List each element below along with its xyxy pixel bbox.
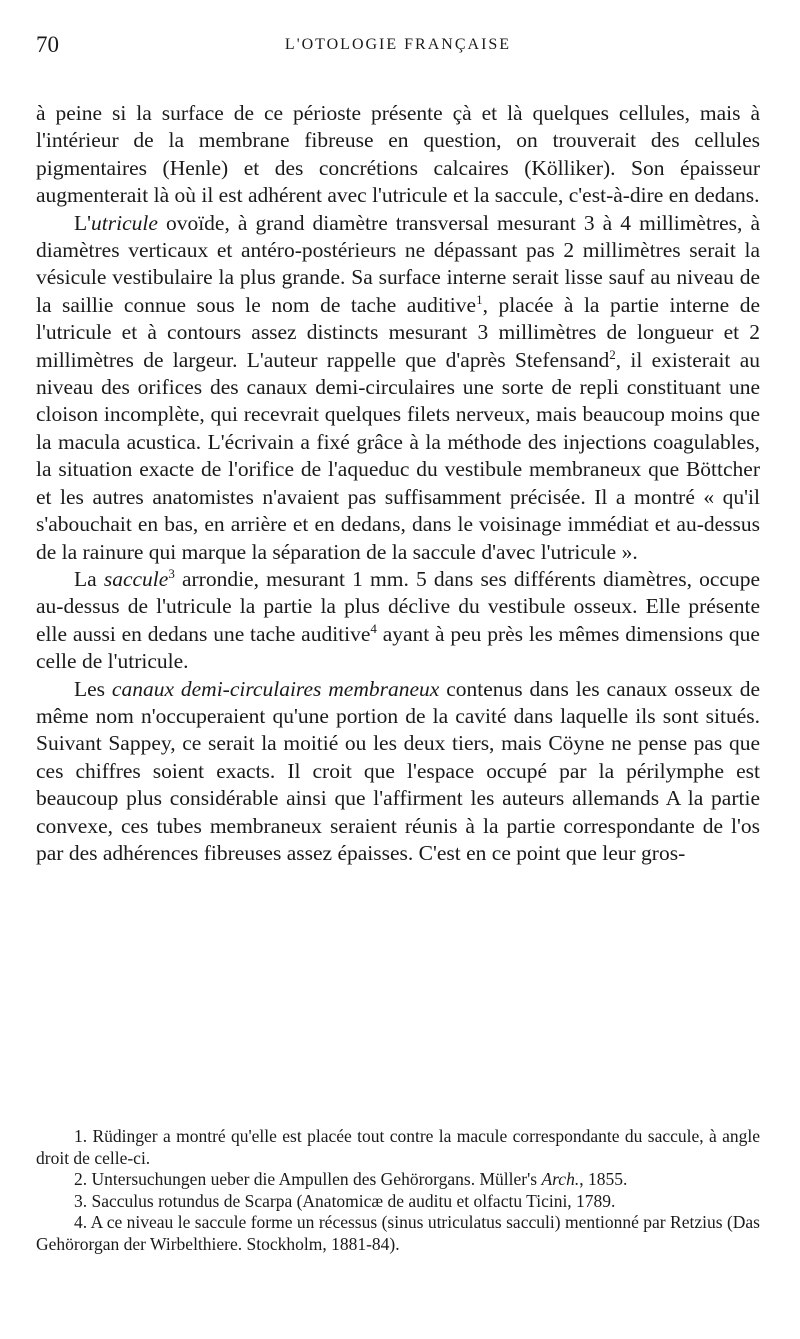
paragraph-3-text-b: ayant à peu près les mêmes dimensions que celle de l'utricule. [36, 621, 760, 674]
footnote-ref-2: 2 [609, 346, 616, 362]
paragraph-1 [36, 100, 760, 210]
footnote-4: 4. A ce niveau le saccule forme un récessus (sinus utriculatus sacculi) mentionné par Retzius (Das Gehörorgan der Wirbelthiere. Stockholm, 1881-84). [36, 1212, 760, 1254]
footnote-ref-3: 3 [168, 565, 175, 581]
footnote-2 [36, 1169, 760, 1191]
paragraph-4-text: contenus dans les canaux osseux de même nom n'occuperaient qu'une portion de la cavité dans laquelle ils sont situés. Suivant Sappey, ce serait la moitié ou les deux tiers, mais Cöyne ne pense pas que ces chiffres soient exacts. Il croit que l'espace occupé par la périlymphe est beaucoup plus considérable ainsi que l'affirment les auteurs allemands A la partie convexe, ces tubes membraneux seraient réunis à la partie correspondante de l'os par des adhérences fibreuses assez épaisses. C'est en ce point que leur gros- [36, 676, 761, 865]
term-canaux: canaux demi-circulaires membraneux [111, 676, 440, 701]
footnote-2-journal: Arch. [541, 1169, 580, 1189]
footnote-2-text-b: , 1855. [579, 1169, 628, 1189]
page-number: 70 [36, 32, 59, 57]
paragraph-2-lead: L' [74, 210, 92, 235]
paragraph-3-text-a: arrondie, mesurant 1 mm. 5 dans ses différents diamètres, occupe au-dessus de l'utricule la partie la plus déclive du vestibule osseux. Elle présente elle aussi en dedans une tache auditive [36, 566, 760, 646]
paragraph-1-text: à peine si la surface de ce périoste présente çà et là quelques cellules, mais à l'intérieur de la membrane fibreuse en question, on trouverait des cellules pigmentaires (Henle) et des concrétions calcaires (Kölliker). Son épaisseur augmenterait là où il est adhérent avec l'utricule et la saccule, c'est-à-dire en dedans. [36, 101, 760, 208]
footnote-2-text-a: 2. Untersuchungen ueber die Ampullen des Gehörorgans. Müller's [74, 1169, 542, 1189]
footnote-ref-4: 4 [370, 620, 377, 636]
paragraph-2-text-c: , il existerait au niveau des orifices des canaux demi-circulaires une sorte de repli constituant une cloison incomplète, qui recevrait quelques filets nerveux, mais beaucoup moins que la macula acustica. L'écrivain a fixé grâce à la méthode des injections coagulables, la situation exacte de l'orifice de l'aqueduc du vestibule membraneux que Böttcher et les autres anatomistes n'avaient pas suffisamment précisée. Il a montré « qu'il s'abouchait en bas, en arrière et en dedans, dans le voisinage immédiat et au-dessus de la rainure qui marque la séparation de la saccule d'avec l'utricule ». [36, 347, 760, 564]
footnote-3: 3. Sacculus rotundus de Scarpa (Anatomicæ de auditu et olfactu Ticini, 1789. [74, 1190, 616, 1211]
footnote-1: 1. Rüdinger a montré qu'elle est placée tout contre la macule correspondante du saccule, à angle droit de celle-ci. [36, 1126, 760, 1168]
footnote-ref-1: 1 [476, 291, 483, 307]
footnotes [36, 1126, 760, 1255]
page-header [36, 28, 760, 68]
paragraph-2-text-b: , placée à la partie interne de l'utricule et à contours assez distincts mesurant 3 millimètres de longueur et 2 millimètres de largeur. L'auteur rappelle que d'après Stefensand [36, 292, 760, 372]
paragraph-4 [36, 676, 760, 868]
paragraph-4-lead: Les [74, 676, 112, 701]
running-title: L'OTOLOGIE FRANÇAISE [284, 36, 512, 53]
paragraph-2 [36, 210, 760, 566]
body-text [36, 100, 760, 867]
term-saccule: saccule [103, 566, 169, 591]
term-utricule: utricule [91, 210, 158, 235]
paragraph-3 [36, 566, 760, 676]
paragraph-2-text-a: ovoïde, à grand diamètre transversal mesurant 3 à 4 millimètres, à diamètres verticaux et antéro-postérieurs ne dépassant pas 2 millimètres serait la vésicule vestibulaire la plus grande. Sa surface interne serait lisse sauf au niveau de la saillie connue sous le nom de tache auditive [36, 210, 760, 317]
paragraph-3-lead: La [74, 566, 104, 591]
